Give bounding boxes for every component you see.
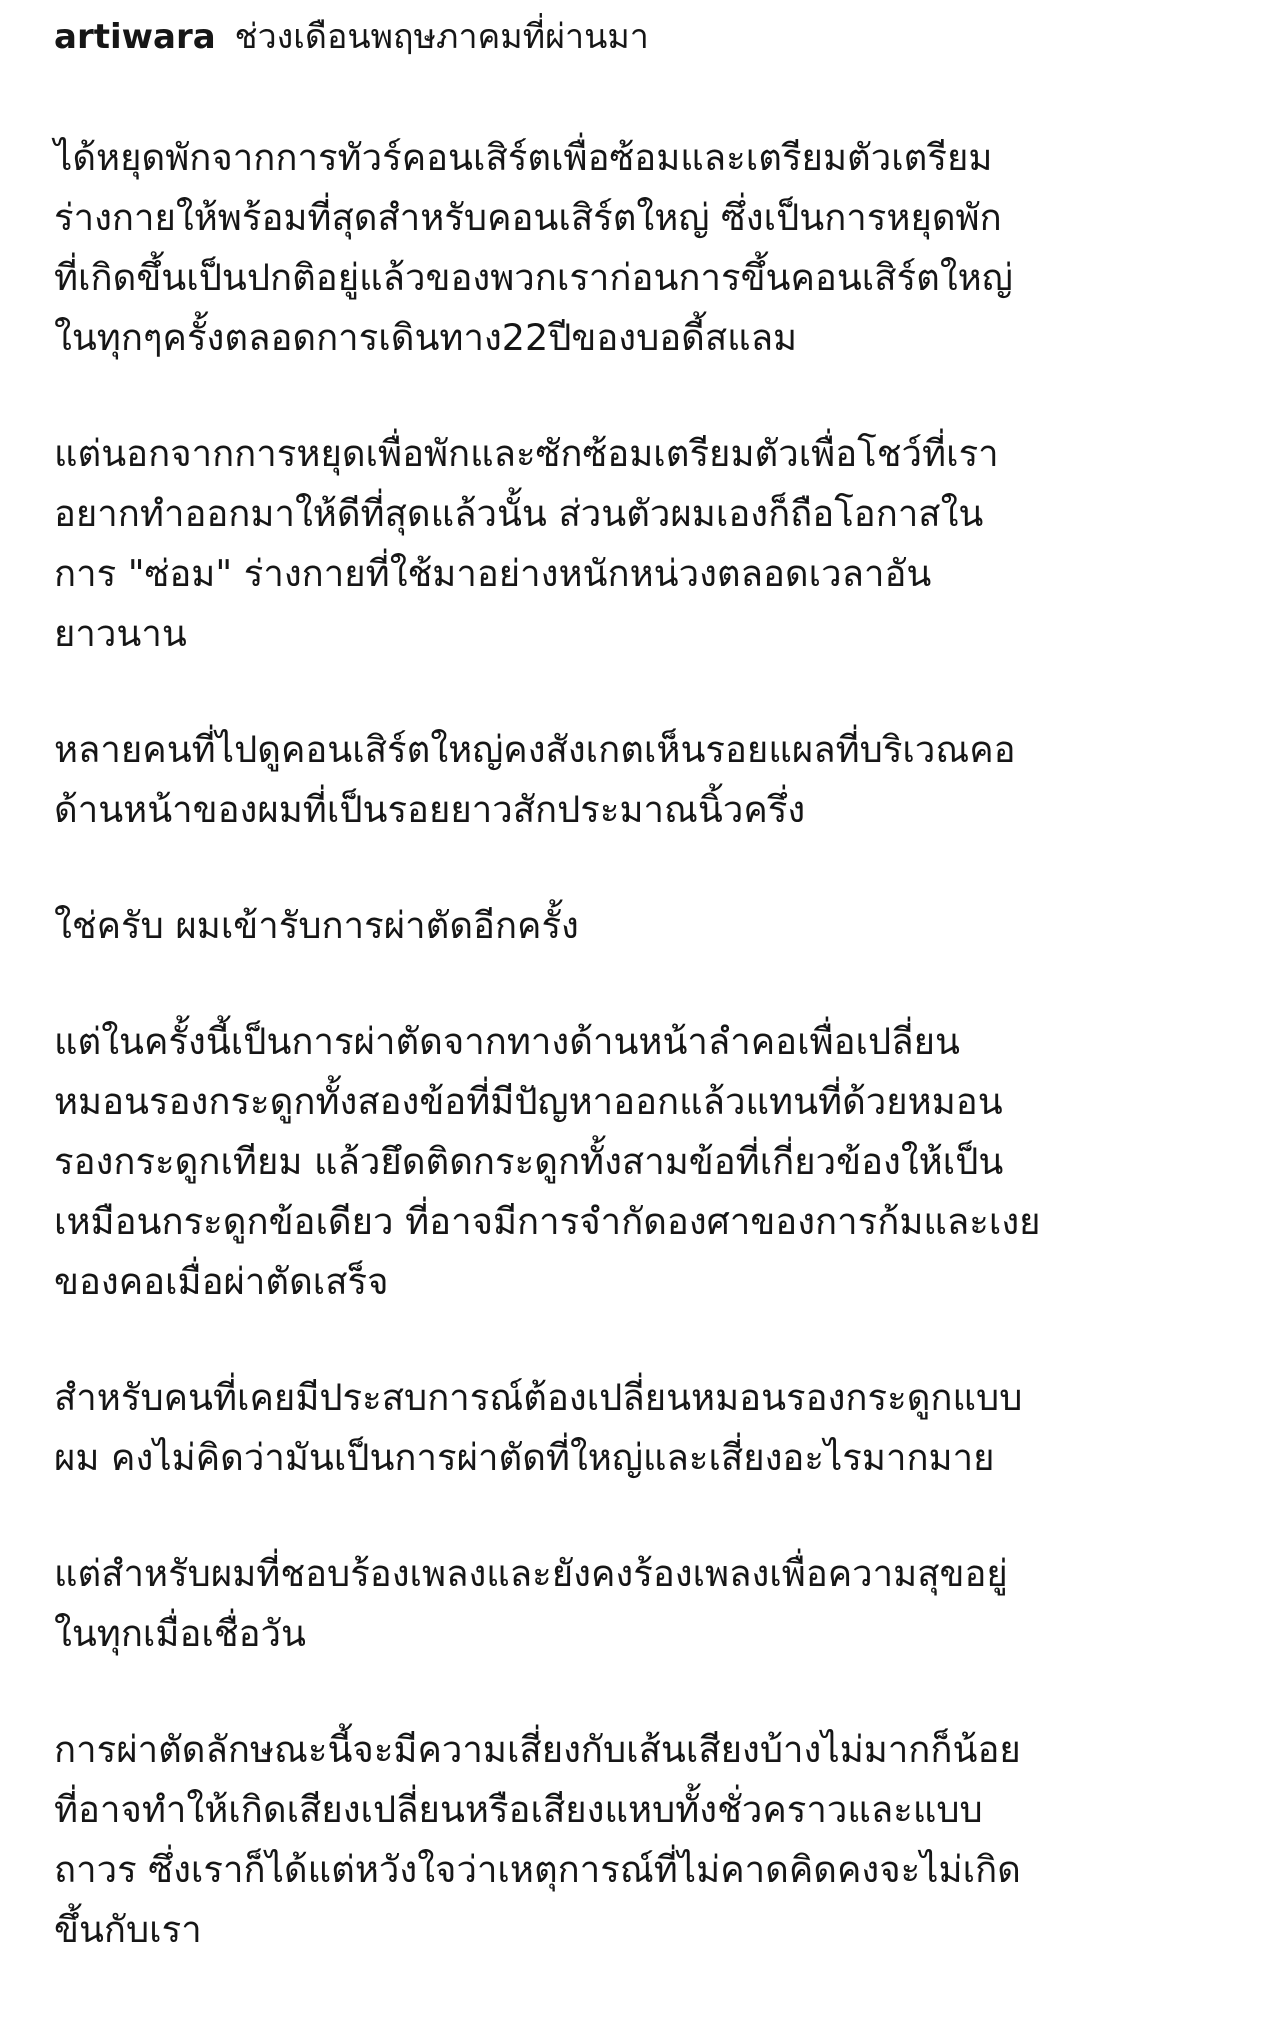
caption-line: แต่ในครั้งนี้เป็นการผ่าตัดจากทางด้านหน้าลำคอเพื่อเปลี่ยน <box>54 1020 960 1063</box>
paragraph-5 <box>54 1012 1234 1312</box>
caption-line: ที่อาจทำให้เกิดเสียงเปลี่ยนหรือเสียงแหบทั้งชั่วคราวและแบบ <box>54 1788 983 1831</box>
paragraph-6 <box>54 1368 1234 1488</box>
caption-line: การ "ซ่อม" ร่างกายที่ใช้มาอย่างหนักหน่วงตลอดเวลาอัน <box>54 552 932 595</box>
caption-line: ขึ้นกับเรา <box>54 1908 202 1951</box>
caption-header <box>54 14 1234 60</box>
caption-line: ในทุกเมื่อเชื่อวัน <box>54 1612 307 1655</box>
caption-line: ถาวร ซึ่งเราก็ได้แต่หวังใจว่าเหตุการณ์ที่ไม่คาดคิดคงจะไม่เกิด <box>54 1848 1021 1891</box>
paragraph-1 <box>54 128 1234 368</box>
caption-head-text: ช่วงเดือนพฤษภาคมที่ผ่านมา <box>234 17 649 57</box>
caption-line: ที่เกิดขึ้นเป็นปกติอยู่แล้วของพวกเราก่อนการขึ้นคอนเสิร์ตใหญ่ <box>54 256 1013 299</box>
caption-line: ผม คงไม่คิดว่ามันเป็นการผ่าตัดที่ใหญ่และเสี่ยงอะไรมากมาย <box>54 1436 995 1479</box>
paragraph-7 <box>54 1544 1234 1664</box>
caption-line: ของคอเมื่อผ่าตัดเสร็จ <box>54 1260 389 1303</box>
paragraph-4 <box>54 896 1234 956</box>
caption-line: เหมือนกระดูกข้อเดียว ที่อาจมีการจำกัดองศาของการก้มและเงย <box>54 1200 1041 1243</box>
caption-line: สำหรับคนที่เคยมีประสบการณ์ต้องเปลี่ยนหมอนรองกระดูกแบบ <box>54 1376 1023 1419</box>
post-caption <box>54 14 1234 2016</box>
caption-line: ได้หยุดพักจากการทัวร์คอนเสิร์ตเพื่อซ้อมและเตรียมตัวเตรียม <box>54 136 993 179</box>
caption-line: ใช่ครับ ผมเข้ารับการผ่าตัดอีกครั้ง <box>54 904 579 947</box>
caption-line: ในทุกๆครั้งตลอดการเดินทาง22ปีของบอดี้สแลม <box>54 316 798 359</box>
paragraph-3 <box>54 720 1234 840</box>
caption-line: รองกระดูกเทียม แล้วยึดติดกระดูกทั้งสามข้อที่เกี่ยวข้องให้เป็น <box>54 1140 1004 1183</box>
caption-line: ยาวนาน <box>54 612 187 655</box>
caption-line: แต่สำหรับผมที่ชอบร้องเพลงและยังคงร้องเพลงเพื่อความสุขอยู่ <box>54 1552 1008 1595</box>
caption-line: อยากทำออกมาให้ดีที่สุดแล้วนั้น ส่วนตัวผมเองก็ถือโอกาสใน <box>54 492 984 535</box>
caption-line: ด้านหน้าของผมที่เป็นรอยยาวสักประมาณนิ้วครึ่ง <box>54 788 806 831</box>
caption-line: หลายคนที่ไปดูคอนเสิร์ตใหญ่คงสังเกตเห็นรอยแผลที่บริเวณคอ <box>54 728 1016 771</box>
caption-line: แต่นอกจากการหยุดเพื่อพักและซักซ้อมเตรียมตัวเพื่อโชว์ที่เรา <box>54 432 999 475</box>
paragraph-8 <box>54 1720 1234 1960</box>
caption-line: หมอนรองกระดูกทั้งสองข้อที่มีปัญหาออกแล้วแทนที่ด้วยหมอน <box>54 1080 1003 1123</box>
username-link[interactable]: artiwara <box>54 17 216 57</box>
caption-line: การผ่าตัดลักษณะนี้จะมีความเสี่ยงกับเส้นเสียงบ้างไม่มากก็น้อย <box>54 1728 1021 1771</box>
caption-line: ร่างกายให้พร้อมที่สุดสำหรับคอนเสิร์ตใหญ่ ซึ่งเป็นการหยุดพัก <box>54 196 1002 239</box>
paragraph-2 <box>54 424 1234 664</box>
